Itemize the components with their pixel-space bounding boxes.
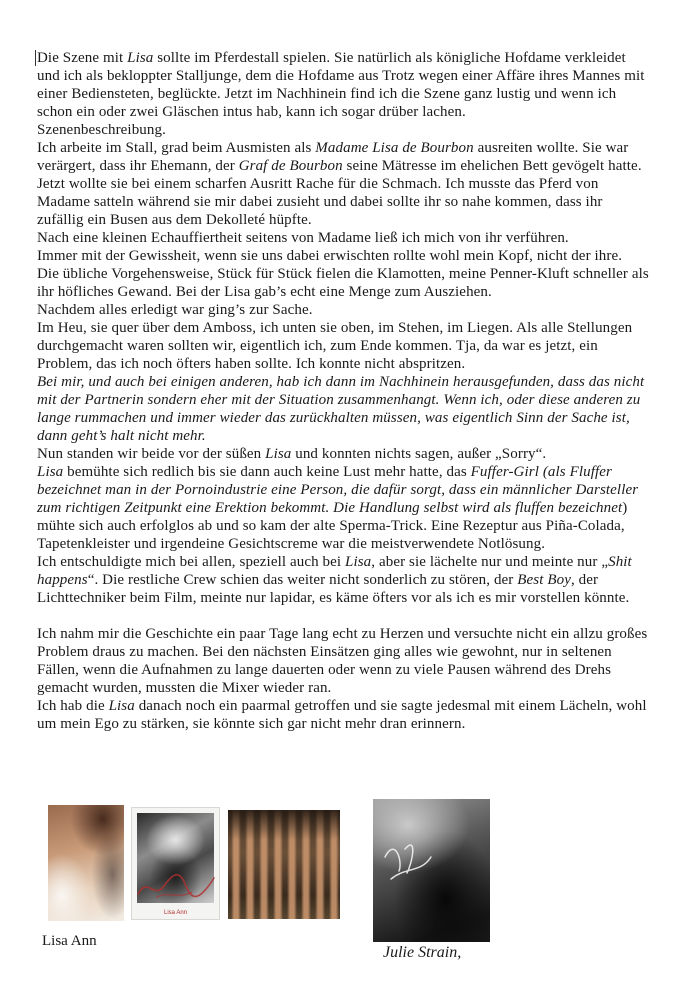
red-autograph-scribble xyxy=(134,856,218,906)
paragraph-spacer xyxy=(37,607,651,625)
paragraph: Bei mir, und auch bei einigen anderen, hab ich dann im Nachhinein herausgefunden, dass das nicht mit der Partnerin sondern eher mit der Situation zusammenhangt. Wenn ich, oder diese anderen zu lange rummachen und immer wieder das zurückhalten müssen, was eigentlich Sinn der Sache ist, dann geht’s halt nicht mehr. xyxy=(37,374,645,444)
paragraph: Nun standen wir beide vor der süßen Lisa und konnten nichts sagen, außer „Sorry“. xyxy=(37,446,547,462)
paragraph: Ich entschuldigte mich bei allen, speziell auch bei Lisa, aber sie lächelte nur und meinte nur „Shit happens“. Die restliche Crew schien das weiter nicht sonderlich zu stören, der Best Boy, der Lichttechniker beim Film, meinte nur lapidar, es käme öfters vor als ich es mir vorstellen könnte. xyxy=(37,554,632,606)
paragraph: Ich hab die Lisa danach noch ein paarmal getroffen und sie sagte jedesmal mit einem Lächeln, wohl um mein Ego zu stärken, sie könnte sich gar nicht mehr dran erinnern. xyxy=(37,698,647,732)
caption-lisa-ann: Lisa Ann xyxy=(42,933,97,949)
paragraph: Ich nahm mir die Geschichte ein paar Tage lang echt zu Herzen und versuchte nicht ein allzu großes Problem draus zu machen. Bei den nächsten Einsätzen ging alles wie gewohnt, nur in seltenen Fällen, wenn die Aufnahmen zu lange dauerten oder wenn zu viele Pausen während des Drehs gemacht wurden, mussten die Mixer wieder ran. xyxy=(37,626,648,696)
paragraph: Nachdem alles erledigt war ging’s zur Sache. xyxy=(37,302,313,318)
white-autograph-scribble xyxy=(377,827,447,897)
text-cursor xyxy=(35,50,36,66)
paragraph: Die Szene mit Lisa sollte im Pferdestall spielen. Sie natürlich als königliche Hofdame verkleidet und ich als bekloppter Stalljunge, dem die Hofdame aus Trotz wegen einer Affäre ihres Mannes mit einer Bediensteten, beglückte. Jetzt im Nachhinein find ich die Szene ganz lustig und wenn ich schon ein oder zwei Gläschen intus hab, kann ich sogar drüber lachen. xyxy=(37,50,645,120)
paragraph: Immer mit der Gewissheit, wenn sie uns dabei erwischten rollte wohl mein Kopf, nicht der ihre. xyxy=(37,248,623,264)
paragraph: Lisa bemühte sich redlich bis sie dann auch keine Lust mehr hatte, das Fuffer-Girl (als Fluffer bezeichnet man in der Pornoindustrie eine Person, die dafür sorgt, dass ein männlicher Darsteller zum richtigen Zeitpunkt eine Erektion bekommt. Die Handlung selbst wird als fluffen bezeichnet) mühte sich auch erfolglos ab und so kam der alte Sperma-Trick. Eine Rezeptur aus Piña-Colada, Tapetenkleister und irgendeine Gesichtscreme war die meistverwendete Notlösung. xyxy=(37,464,639,552)
document-text xyxy=(37,49,651,733)
photo-lisa-ann-autograph-bw xyxy=(131,807,220,920)
photo-julie-strain-autograph-bw xyxy=(373,799,490,942)
photo-group-lineup xyxy=(228,810,340,919)
photo-lisa-ann-color xyxy=(48,805,124,921)
paragraph: Nach eine kleinen Echauffiertheit seitens von Madame ließ ich mich von ihr verführen. xyxy=(37,230,569,246)
paragraph: Szenenbeschreibung. xyxy=(37,122,166,138)
paragraph: Im Heu, sie quer über dem Amboss, ich unten sie oben, im Stehen, im Liegen. Als alle Stellungen durchgemacht waren sollten wir, eigentlich ich, zum Ende kommen. Tja, da war es jetzt, ein Problem, das ich noch öfters haben sollte. Ich konnte nicht abspritzen. xyxy=(37,320,633,372)
paragraph: Ich arbeite im Stall, grad beim Ausmisten als Madame Lisa de Bourbon ausreiten wollte. Sie war verärgert, dass ihr Ehemann, der Graf de Bourbon seine Mätresse im ehelichen Bett gevögelt hatte. Jetzt wollte sie bei einem scharfen Ausritt Rache für die Schmach. Ich musste das Pferd von Madame satteln während sie mir dabei zusieht und dabei sollte ihr so nahe kommen, dass ihr zufällig ein Busen aus dem Dekolleté hüpfte. xyxy=(37,140,642,228)
paragraph: Die übliche Vorgehensweise, Stück für Stück fielen die Klamotten, meine Penner-Kluft schneller als ihr höfliches Gewand. Bei der Lisa gab’s echt eine Menge zum Ausziehen. xyxy=(37,266,649,300)
caption-julie-strain: Julie Strain, xyxy=(383,944,462,961)
photo-print-label: Lisa Ann xyxy=(163,910,188,916)
